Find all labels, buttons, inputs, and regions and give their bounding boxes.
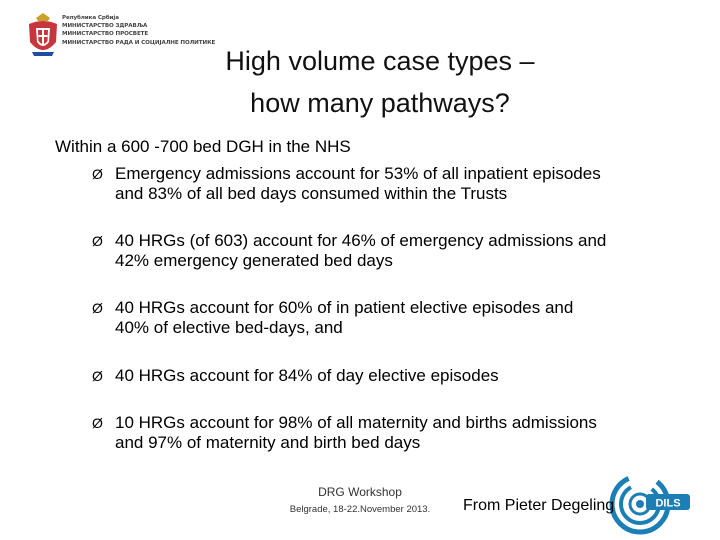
workshop-name: DRG Workshop: [318, 485, 402, 499]
author-credit: From Pieter Degeling: [463, 497, 615, 514]
arrow-bullet-icon: Ø: [92, 166, 103, 182]
title-line-1: High volume case types –: [225, 46, 535, 76]
bullet-item: [92, 231, 702, 271]
bullet-item: [92, 298, 702, 338]
arrow-bullet-icon: Ø: [92, 300, 103, 316]
bullet-item: [92, 413, 702, 453]
bullet-line-1: 40 HRGs account for 60% of in patient elective episodes and: [115, 298, 574, 317]
serbia-ministries-logo: [26, 12, 216, 64]
arrow-bullet-icon: Ø: [92, 415, 103, 431]
workshop-location-date: Belgrade, 18-22.November 2013.: [289, 504, 431, 515]
ministry-line: Република Србија: [62, 15, 119, 21]
arrow-bullet-icon: Ø: [92, 233, 103, 249]
bullet-line-2: 42% emergency generated bed days: [115, 251, 393, 270]
bullet-line-1: 40 HRGs (of 603) account for 46% of emergency admissions and: [115, 231, 607, 250]
bullet-item: [92, 164, 702, 204]
bullet-line-1: Emergency admissions account for 53% of all inpatient episodes: [115, 164, 601, 183]
bullet-line-2: and 97% of maternity and birth bed days: [115, 433, 421, 452]
bullet-item: [92, 366, 702, 386]
bullet-line-2: 40% of elective bed-days, and: [115, 318, 343, 337]
ministry-line: МИНИСТАРСТВО РАДА И СОЦИЈАЛНЕ ПОЛИТИКЕ: [62, 39, 216, 46]
ministry-line: МИНИСТАРСТВО ЗДРАВЉА: [62, 23, 148, 30]
serbian-coat-of-arms-icon: [26, 12, 60, 60]
dils-logo-text: DILS: [655, 497, 681, 510]
workshop-footer: [270, 485, 450, 516]
intro-text: Within a 600 -700 bed DGH in the NHS: [55, 137, 351, 156]
bullet-line-1: 40 HRGs account for 84% of day elective episodes: [115, 366, 499, 385]
bullet-line-1: 10 HRGs account for 98% of all maternity and births admissions: [115, 413, 597, 432]
ministry-line: МИНИСТАРСТВО ПРОСВЕТЕ: [62, 31, 149, 38]
arrow-bullet-icon: Ø: [92, 368, 103, 384]
slide-title: [180, 40, 580, 124]
title-line-2: how many pathways?: [250, 88, 510, 118]
bullet-line-2: and 83% of all bed days consumed within the Trusts: [115, 184, 508, 203]
